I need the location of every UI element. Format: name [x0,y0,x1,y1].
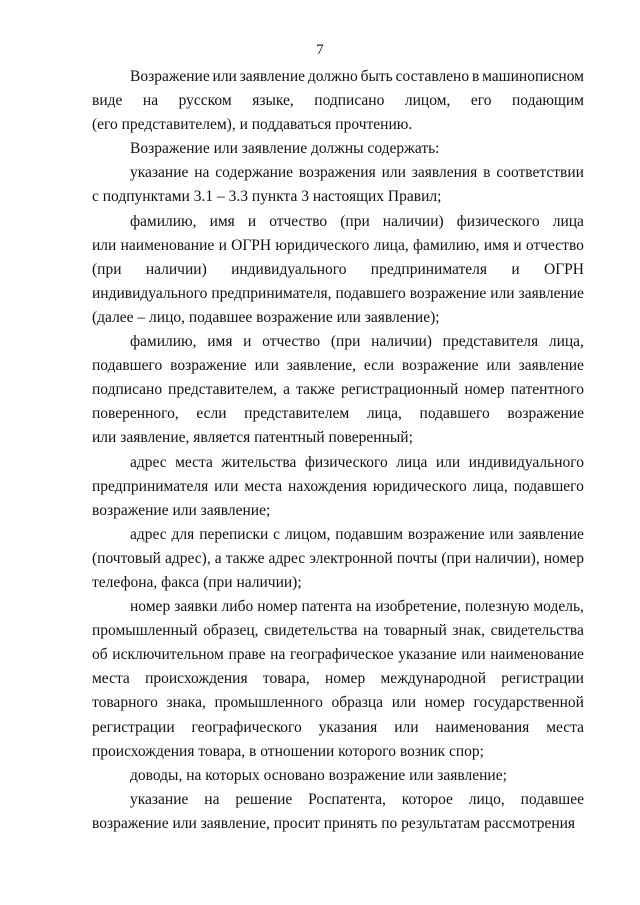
text-line: подписано представителем, а также регистрационный номер патентного [92,381,584,399]
text-line: товарного знака, промышленного образца или номер государственной [92,694,584,712]
text-line: адрес для переписки с лицом, подавшим возражение или заявление [130,525,584,543]
text-line: предпринимателя или места нахождения юридического лица, подавшего [92,477,584,495]
text-line: Возражение или заявление должно быть составлено в машинописном [130,68,584,85]
paragraph [92,764,584,788]
text-line: поверенного, если представителем лица, подавшего возражение [92,405,584,423]
text-line: возражение или заявление, просит принять по результатам рассмотрения [92,814,576,832]
paragraph [92,210,584,330]
text-line: фамилию, имя и отчество (при наличии) представителя лица, [130,333,584,351]
paragraph [92,523,584,595]
text-line: (далее – лицо, подавшее возражение или заявление); [92,308,440,326]
text-line: подавшего возражение или заявление, если возражение или заявление [92,357,584,375]
text-line: (при наличии) индивидуального предпринимателя и ОГРН [92,260,584,278]
text-line: адрес места жительства физического лица или индивидуального [130,453,584,471]
text-line: указание на содержание возражения или заявления в соответствии [130,164,584,182]
document-body [92,65,584,836]
text-line: номер заявки либо номер патента на изобретение, полезную модель, [130,598,584,616]
text-line: или наименование и ОГРН юридического лица, фамилию, имя и отчество [92,236,584,254]
text-line: указание на решение Роспатента, которое лицо, подавшее [130,790,584,808]
paragraph [92,595,584,764]
text-line: или заявление, является патентный поверенный; [92,429,413,447]
text-line: индивидуального предпринимателя, подавшего возражение или заявление [92,284,584,302]
text-line: происхождения товара, в отношении которого возник спор; [92,742,484,760]
paragraph [92,330,584,450]
paragraph [92,65,584,137]
text-line: (его представителем), и поддаваться прочтению. [92,116,413,134]
text-line: (почтовый адрес), а также адрес электронной почты (при наличии), номер [92,549,584,567]
paragraph [92,788,584,836]
text-line: виде на русском языке, подписано лицом, его подающим [92,92,584,110]
page-number: 7 [316,42,324,58]
text-line: об исключительном праве на географическое указание или наименование [92,646,584,664]
text-line: телефона, факса (при наличии); [92,573,302,591]
text-line: фамилию, имя и отчество (при наличии) физического лица [130,212,584,230]
text-line: возражение или заявление; [92,501,271,519]
text-line: доводы, на которых основано возражение или заявление; [130,766,507,784]
paragraph [92,137,584,161]
text-line: промышленный образец, свидетельства на товарный знак, свидетельства [92,622,584,640]
text-line: с подпунктами 3.1 – 3.3 пункта 3 настоящих Правил; [92,188,442,206]
paragraph [92,451,584,523]
text-line: места происхождения товара, номер международной регистрации [92,670,584,688]
text-line: регистрации географического указания или наименования места [92,718,584,736]
text-line: Возражение или заявление должны содержать: [130,140,440,158]
paragraph [92,161,584,209]
